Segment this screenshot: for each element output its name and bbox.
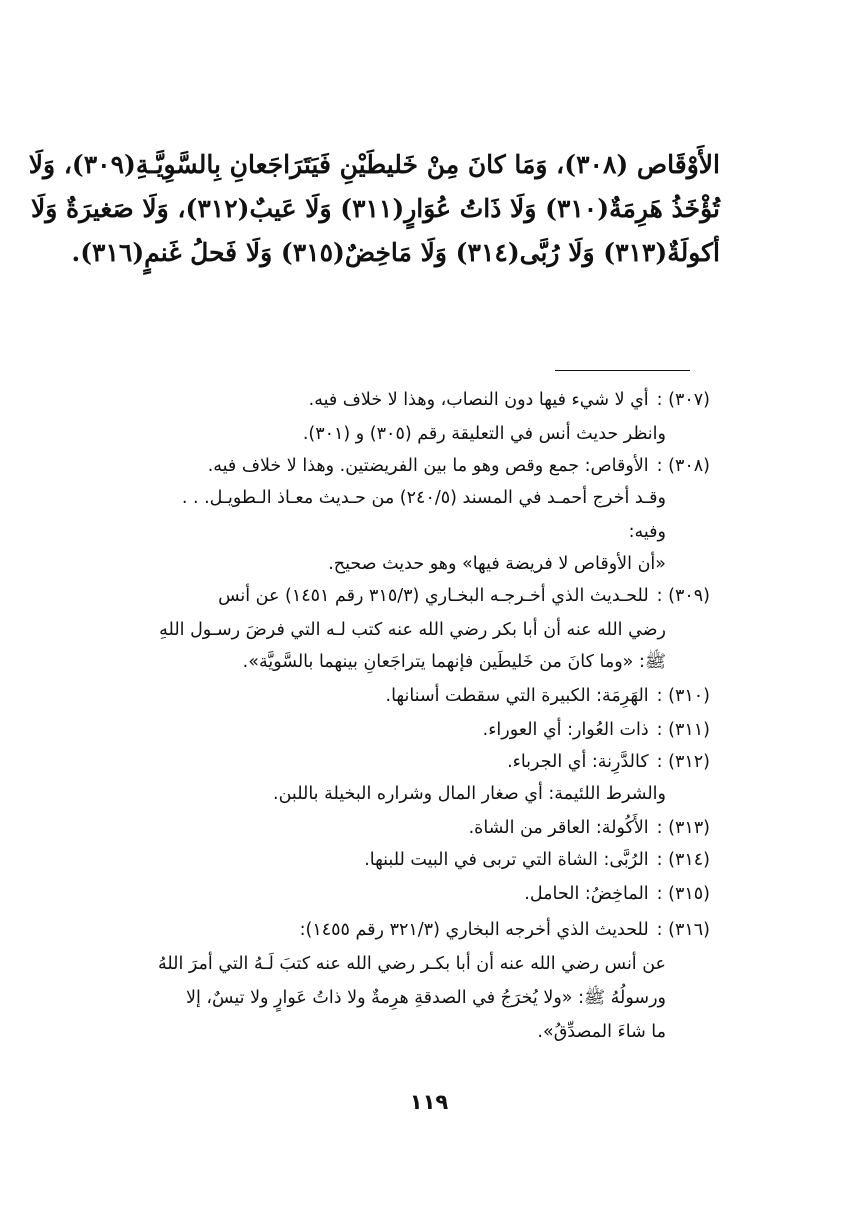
footnote-line <box>150 515 666 549</box>
footnote-line <box>150 547 666 581</box>
footnote-text: وقـد أخرج أحمـد في المسند (٢٤٠/٥) من حـديث معـاذ الـطويـل. . . <box>181 488 666 508</box>
footnote-text: وفيه: <box>628 522 666 542</box>
footnote-line <box>150 777 666 811</box>
footnote-line <box>150 645 666 679</box>
footnote-text: أي لا شيء فيها دون النصاب، وهذا لا خلاف فيه. <box>308 390 649 410</box>
main-text-line-2: تُؤْخَذُ هَرِمَةٌ(٣١٠) وَلَا ذَاتُ عُوَارٍ(٣١١) وَلَا عَيبٌ(٣١٢)، وَلَا صَغيرَةٌ وَلَا <box>30 194 720 223</box>
footnote-text: الرُبَّى: الشاة التي تربى في البيت للبنها. <box>364 850 649 870</box>
footnote-number: (٣١٤) : <box>656 850 710 870</box>
footnote-text: وانظر حديث أنس في التعليقة رقم (٣٠٥) و (٣٠١). <box>302 424 666 444</box>
footnote-text: الماخِضُ: الحامل. <box>524 884 649 904</box>
main-text-line-3: أكولَةٌ(٣١٣) وَلَا رُبَّى(٣١٤) وَلَا مَاخِضٌ(٣١٥) وَلَا فَحلُ غَنمٍ(٣١٦). <box>71 238 720 267</box>
footnote-line <box>150 449 710 483</box>
footnote-text: ﷺ: «وما كانَ من خَليطَين فإنهما يتراجَعانِ بينهما بالسَّويَّة». <box>242 652 666 672</box>
footnote-line <box>150 1015 666 1049</box>
footnote-line <box>150 745 710 779</box>
footnote-line <box>150 877 710 911</box>
page-number: ١١٩ <box>409 1090 449 1114</box>
footnote-number: (٣١٥) : <box>656 884 710 904</box>
footnote-line <box>150 947 666 981</box>
footnote-line <box>150 481 666 515</box>
footnote-text: ذات العُوار: أي العوراء. <box>482 720 649 740</box>
main-text-line-1: الأَوْقَاص (٣٠٨)، وَمَا كانَ مِنْ خَليطَيْنِ فَيَتَرَاجَعانِ بِالسَّوِيَّـةِ(٣٠٩)، وَلَا <box>28 150 720 179</box>
main-text-block <box>28 140 720 300</box>
footnote-number: (٣١٦) : <box>656 920 710 940</box>
footnote-line <box>150 613 666 647</box>
footnote-line <box>150 713 710 747</box>
footnote-line <box>150 579 710 613</box>
footnote-text: الأَكُولة: العاقر من الشاة. <box>468 818 649 838</box>
footnote-line <box>150 981 666 1015</box>
footnote-number: (٣١١) : <box>656 720 710 740</box>
footnote-text: الهَرِمَة: الكبيرة التي سقطت أسنانها. <box>385 686 649 706</box>
footnote-text: ورسولُهُ ﷺ: «ولا يُخرَجُ في الصدقةِ هرِمةٌ ولا ذاتُ عَوارٍ ولا تيسٌ، إلا <box>185 988 666 1008</box>
footnote-text: والشرط اللئيمة: أي صغار المال وشراره البخيلة باللبن. <box>273 784 666 804</box>
footnote-text: للحديث الذي أخرجه البخاري (٣٢١/٣ رقم ١٤٥٥): <box>299 920 649 940</box>
footnote-text: عن أنس رضي الله عنه أن أبا بكـر رضي الله عنه كتبَ لَـهُ التي أمرَ اللهُ <box>157 954 666 974</box>
footnote-line <box>150 417 666 451</box>
footnote-text: «أن الأوقاص لا فريضة فيها» وهو حديث صحيح. <box>328 554 666 574</box>
footnote-text: الأوقاص: جمع وقص وهو ما بين الفريضتين. وهذا لا خلاف فيه. <box>207 456 649 476</box>
footnote-line <box>150 811 710 845</box>
footnote-line <box>150 383 710 417</box>
footnote-number: (٣٠٩) : <box>656 586 710 606</box>
footnote-line <box>150 843 710 877</box>
footnote-number: (٣١٣) : <box>656 818 710 838</box>
footnote-number: (٣٠٨) : <box>656 456 710 476</box>
footnote-text: كالدَّرِنة: أي الجرباء. <box>507 752 649 772</box>
footnote-line <box>150 913 710 947</box>
footnote-number: (٣١٠) : <box>656 686 710 706</box>
footnote-number: (٣٠٧) : <box>656 390 710 410</box>
footnote-text: ما شاءَ المصدِّقُ». <box>537 1022 666 1042</box>
footnote-text: رضي الله عنه أن أبا بكر رضي الله عنه كتب لـه التي فرضَ رسـول اللهِ <box>159 620 666 640</box>
footnote-separator-rule <box>555 370 690 371</box>
footnote-line <box>150 679 710 713</box>
footnote-text: للحـديث الذي أخـرجـه البخـاري (٣١٥/٣ رقم ١٤٥١) عن أنس <box>218 586 649 606</box>
footnote-number: (٣١٢) : <box>656 752 710 772</box>
